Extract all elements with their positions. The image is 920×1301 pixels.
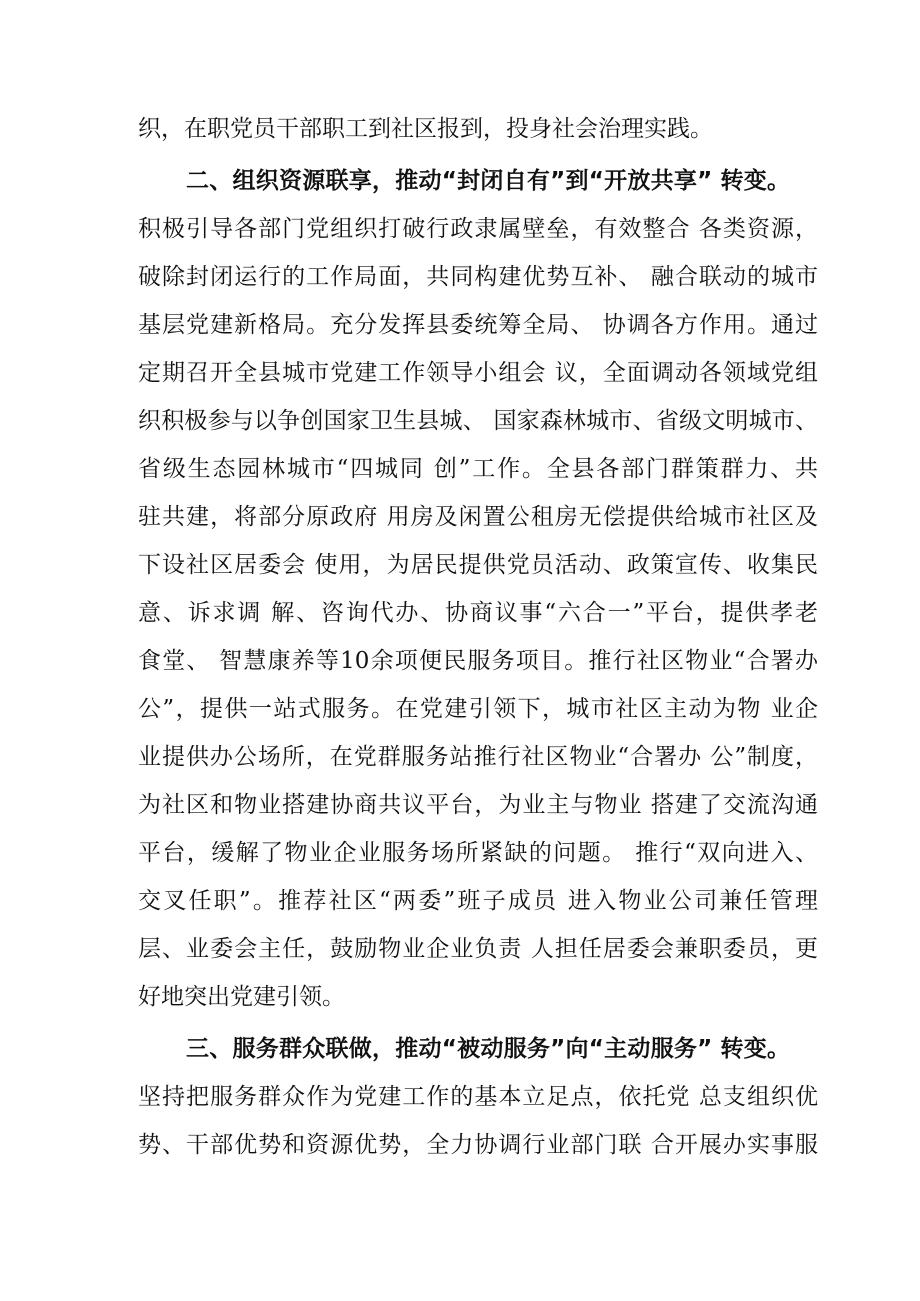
- paragraph-line: 平台，缓解了物业企业服务场所紧缺的问题。 推行“双向进入、: [138, 840, 818, 866]
- paragraph-line: 积极引导各部门党组织打破行政隶属壁垒，有效整合 各类资源，: [138, 216, 818, 242]
- paragraph-line: 破除封闭运行的工作局面，共同构建优势互补、 融合联动的城市: [138, 264, 818, 290]
- paragraph-line: 省级生态园林城市“四城同 创”工作。全县各部门群策群力、共: [138, 456, 818, 482]
- paragraph-line: 好地突出党建引领。: [138, 984, 345, 1010]
- section-heading-3: 三、服务群众联做，推动“被动服务”向“主动服务” 转变。: [186, 1036, 790, 1062]
- paragraph-line: 基层党建新格局。充分发挥县委统筹全局、 协调各方作用。通过: [138, 312, 818, 338]
- paragraph-line: 为社区和物业搭建协商共议平台，为业主与物业 搭建了交流沟通: [138, 792, 818, 818]
- paragraph-line: 坚持把服务群众作为党建工作的基本立足点，依托党 总支组织优: [138, 1084, 818, 1110]
- paragraph-line: 驻共建，将部分原政府 用房及闲置公租房无偿提供给城市社区及: [138, 504, 818, 530]
- paragraph-line: 定期召开全县城市党建工作领导小组会 议，全面调动各领域党组: [138, 360, 818, 386]
- paragraph-line: 下设社区居委会 使用，为居民提供党员活动、政策宣传、收集民: [138, 552, 818, 578]
- paragraph-line: 织积极参与以争创国家卫生县城、 国家森林城市、省级文明城市、: [138, 408, 818, 434]
- paragraph-line: 业提供办公场所，在党群服务站推行社区物业“合署办 公”制度，: [138, 744, 818, 770]
- paragraph-line: 织，在职党员干部职工到社区报到，投身社会治理实践。: [138, 116, 713, 142]
- section-heading-2: 二、组织资源联享，推动“封闭自有”到“开放共享” 转变。: [186, 168, 790, 194]
- paragraph-line: 层、业委会主任，鼓励物业企业负责 人担任居委会兼职委员，更: [138, 936, 818, 962]
- paragraph-line: 势、干部优势和资源优势，全力协调行业部门联 合开展办实事服: [138, 1132, 818, 1158]
- paragraph-line: 公”，提供一站式服务。在党建引领下，城市社区主动为物 业企: [138, 696, 818, 722]
- paragraph-line: 交叉任职”。推荐社区“两委”班子成员 进入物业公司兼任管理: [138, 888, 818, 914]
- paragraph-line: 意、诉求调 解、咨询代办、协商议事“六合一”平台，提供孝老: [138, 600, 818, 626]
- paragraph-line: 食堂、 智慧康养等10余项便民服务项目。推行社区物业“合署办: [138, 648, 818, 674]
